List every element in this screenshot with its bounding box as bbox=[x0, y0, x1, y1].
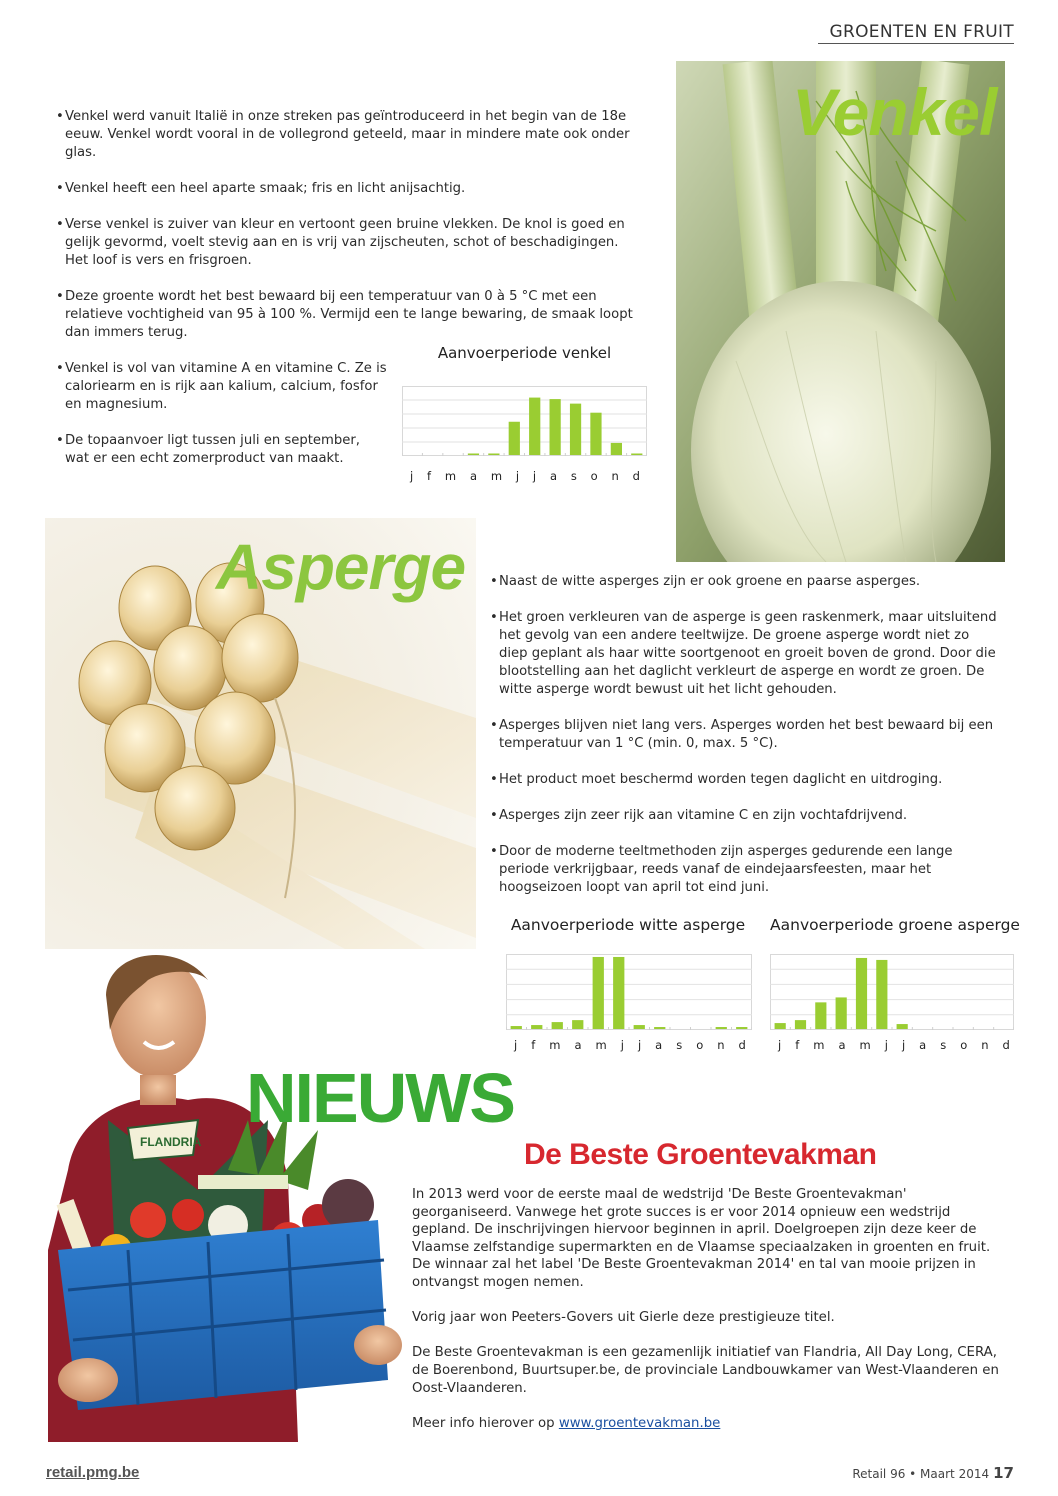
news-body bbox=[412, 1186, 1002, 1450]
chart-frame bbox=[771, 955, 1014, 1030]
tick-label: j bbox=[637, 1038, 642, 1052]
bar-j bbox=[634, 1025, 645, 1029]
bar-a bbox=[836, 997, 847, 1029]
apron-logo bbox=[128, 1120, 202, 1160]
tick-label: j bbox=[410, 469, 414, 483]
asperge-bullet: • Asperges blijven niet lang vers. Asperges worden het best bewaard bij een temperatuur van 1 °C (min. 0, max. 5 °C). bbox=[490, 717, 1000, 753]
news-heading: De Beste Groentevakman bbox=[524, 1138, 877, 1171]
tick-label: f bbox=[795, 1038, 800, 1052]
bar-j bbox=[876, 960, 887, 1029]
tick-label: j bbox=[532, 469, 537, 483]
bar-f bbox=[531, 1025, 542, 1029]
bar-j bbox=[509, 422, 520, 455]
tick-label: a bbox=[655, 1038, 663, 1052]
venkel-title: Venkel bbox=[792, 75, 997, 149]
tick-label: s bbox=[570, 469, 577, 483]
month-labels bbox=[778, 1038, 1010, 1052]
asperge-bullet: • Door de moderne teeltmethoden zijn asperges gedurende een lange periode verkrijgbaar, reeds vanaf de eindejaarsfeesten, maar het hoogseizoen loopt van april tot eind juni. bbox=[490, 843, 1000, 897]
asperge-title: Asperge bbox=[216, 531, 466, 603]
bar-n bbox=[611, 443, 622, 455]
tick-label: s bbox=[676, 1038, 683, 1052]
tick-label: d bbox=[632, 469, 640, 483]
bar-a bbox=[550, 399, 561, 455]
bar-s bbox=[570, 404, 581, 455]
venkel-bullet: • De topaanvoer ligt tussen juli en september, wat er een echt zomerproduct van maakt. bbox=[56, 432, 388, 468]
news-paragraph: Vorig jaar won Peeters-Govers uit Gierle deze prestigieuze titel. bbox=[412, 1310, 835, 1326]
tick-label: m bbox=[490, 469, 503, 483]
tick-label: a bbox=[838, 1038, 846, 1052]
tick-label: m bbox=[549, 1038, 561, 1052]
bar-d bbox=[631, 453, 642, 455]
bar-a bbox=[572, 1020, 583, 1029]
venkel-bullet: • Venkel heeft een heel aparte smaak; fris en licht anijsachtig. bbox=[56, 180, 638, 198]
bar-d bbox=[736, 1027, 747, 1029]
footer-issue: Retail 96 • Maart 2014 bbox=[852, 1467, 990, 1481]
chart-witte-asperge bbox=[506, 914, 754, 1059]
greengrocer-photo bbox=[48, 950, 406, 1442]
apron-logo-text: FLANDRIA bbox=[140, 1135, 202, 1149]
bar-j bbox=[613, 957, 624, 1029]
tick-label: j bbox=[514, 1038, 518, 1052]
month-labels bbox=[410, 469, 640, 483]
bar-m bbox=[856, 958, 867, 1029]
tick-label: o bbox=[960, 1038, 968, 1052]
bar-f bbox=[795, 1020, 806, 1029]
tick-label: j bbox=[778, 1038, 782, 1052]
bar-n bbox=[716, 1027, 727, 1029]
tick-label: m bbox=[595, 1038, 607, 1052]
tick-label: n bbox=[981, 1038, 989, 1052]
chart-plot bbox=[402, 386, 647, 456]
news-paragraph: De Beste Groentevakman is een gezamenlijk initiatief van Flandria, All Day Long, CERA, de Boerenbond, Buurtsuper.be, de provinciale Landbouwkamer van West-Vlaanderen en Oost-Vlaanderen. bbox=[412, 1345, 999, 1396]
section-label: GROENTEN EN FRUIT bbox=[818, 22, 1014, 44]
news-link[interactable]: www.groentevakman.be bbox=[558, 1415, 721, 1431]
tick-label: m bbox=[813, 1038, 825, 1052]
month-labels bbox=[514, 1038, 746, 1052]
venkel-bullet: • Venkel werd vanuit Italië in onze streken pas geïntroduceerd in het begin van de 18e eeuw. Venkel wordt vooral in de vollegrond geteeld, maar in mindere mate ook onder glas. bbox=[56, 108, 638, 162]
bar-j bbox=[511, 1026, 522, 1029]
tick-label: o bbox=[590, 469, 598, 483]
news-more-info: Meer info hierover op bbox=[412, 1415, 559, 1431]
chart-groene-asperge bbox=[770, 914, 1018, 1059]
tick-label: d bbox=[1002, 1038, 1010, 1052]
chart-title: Aanvoerperiode witte asperge bbox=[510, 916, 746, 934]
bar-m bbox=[815, 1002, 826, 1029]
tick-label: d bbox=[738, 1038, 746, 1052]
asperge-bullet: • Naast de witte asperges zijn er ook groene en paarse asperges. bbox=[490, 573, 1000, 591]
tick-label: j bbox=[901, 1038, 906, 1052]
bar-a bbox=[468, 453, 479, 455]
chart-title: Aanvoerperiode groene asperge bbox=[770, 916, 1020, 934]
bar-j bbox=[529, 398, 540, 455]
news-paragraph: In 2013 werd voor de eerste maal de wedstrijd 'De Beste Groentevakman' georganiseerd. Vanwege het grote succes is er voor 2014 opnieuw een wedstrijd gepland. De inschrijvingen hiervoor beginnen in april. Doelgroepen zijn deze keer de Vlaamse zelfstandige supermarkten en de Vlaamse speciaalzaken in groenten en fruit. De winnaar zal het label 'De Beste Groentevakman 2014' en tal van mooie prijzen in ontvangst mogen nemen. bbox=[412, 1187, 991, 1290]
news-paragraph bbox=[412, 1415, 1002, 1433]
tick-label: j bbox=[884, 1038, 888, 1052]
chart-venkel bbox=[402, 344, 647, 489]
tick-label: f bbox=[531, 1038, 536, 1052]
venkel-bullet: • Venkel is vol van vitamine A en vitamine C. Ze is caloriearm en is rijk aan kalium, calcium, fosfor en magnesium. bbox=[56, 360, 388, 414]
news-label: NIEUWS bbox=[246, 1059, 514, 1137]
tick-label: n bbox=[611, 469, 619, 483]
tick-label: s bbox=[940, 1038, 947, 1052]
chart-title: Aanvoerperiode venkel bbox=[437, 344, 612, 362]
venkel-bullets-top bbox=[56, 108, 638, 360]
bar-m bbox=[593, 957, 604, 1029]
tick-label: a bbox=[549, 469, 557, 483]
venkel-bullet: • Verse venkel is zuiver van kleur en vertoont geen bruine vlekken. De knol is goed en gelijk gevormd, voelt stevig aan en is vrij van zijscheuten, schot of beschadigingen. Het loof is vers en frisgroen. bbox=[56, 216, 638, 270]
bar-j bbox=[775, 1023, 786, 1029]
tick-label: n bbox=[717, 1038, 725, 1052]
footer-site[interactable]: retail.pmg.be bbox=[46, 1464, 140, 1481]
asperge-bullet: • Asperges zijn zeer rijk aan vitamine C en zijn vochtafdrijvend. bbox=[490, 807, 1000, 825]
chart-plot bbox=[506, 954, 752, 1030]
bar-m bbox=[552, 1022, 563, 1029]
footer-issue-info bbox=[852, 1464, 1014, 1482]
tick-label: a bbox=[919, 1038, 927, 1052]
venkel-bullet: • Deze groente wordt het best bewaard bij een temperatuur van 0 à 5 °C met een relatieve vochtigheid van 95 à 100 %. Vermijd een te lange bewaring, de smaak loopt dan immers terug. bbox=[56, 288, 638, 342]
bar-o bbox=[590, 413, 601, 455]
page-number: 17 bbox=[993, 1464, 1014, 1482]
asperge-bullet: • Het groen verkleuren van de asperge is geen raskenmerk, maar uitsluitend het gevolg van een andere teeltwijze. De groene asperge wordt niet zo diep geplant als haar witte soortgenoot en groeit boven de grond. Door die blootstelling aan het daglicht verkleurt de asperge en wordt ze groen. De witte asperge wordt bewust uit het licht gehouden. bbox=[490, 609, 1000, 699]
bar-m bbox=[488, 453, 499, 455]
tick-label: m bbox=[444, 469, 457, 483]
venkel-bullets-bottom bbox=[56, 360, 388, 486]
bar-j bbox=[897, 1024, 908, 1029]
tick-label: m bbox=[859, 1038, 871, 1052]
tick-label: o bbox=[696, 1038, 704, 1052]
chart-frame bbox=[403, 387, 647, 456]
chart-frame bbox=[507, 955, 752, 1030]
asperge-bullet: • Het product moet beschermd worden tegen daglicht en uitdroging. bbox=[490, 771, 1000, 789]
asperge-bullets bbox=[490, 573, 1000, 915]
tick-label: j bbox=[620, 1038, 624, 1052]
tick-label: j bbox=[515, 469, 520, 483]
bar-a bbox=[654, 1027, 665, 1029]
chart-plot bbox=[770, 954, 1014, 1030]
tick-label: f bbox=[427, 469, 432, 483]
tick-label: a bbox=[469, 469, 478, 483]
tick-label: a bbox=[574, 1038, 582, 1052]
